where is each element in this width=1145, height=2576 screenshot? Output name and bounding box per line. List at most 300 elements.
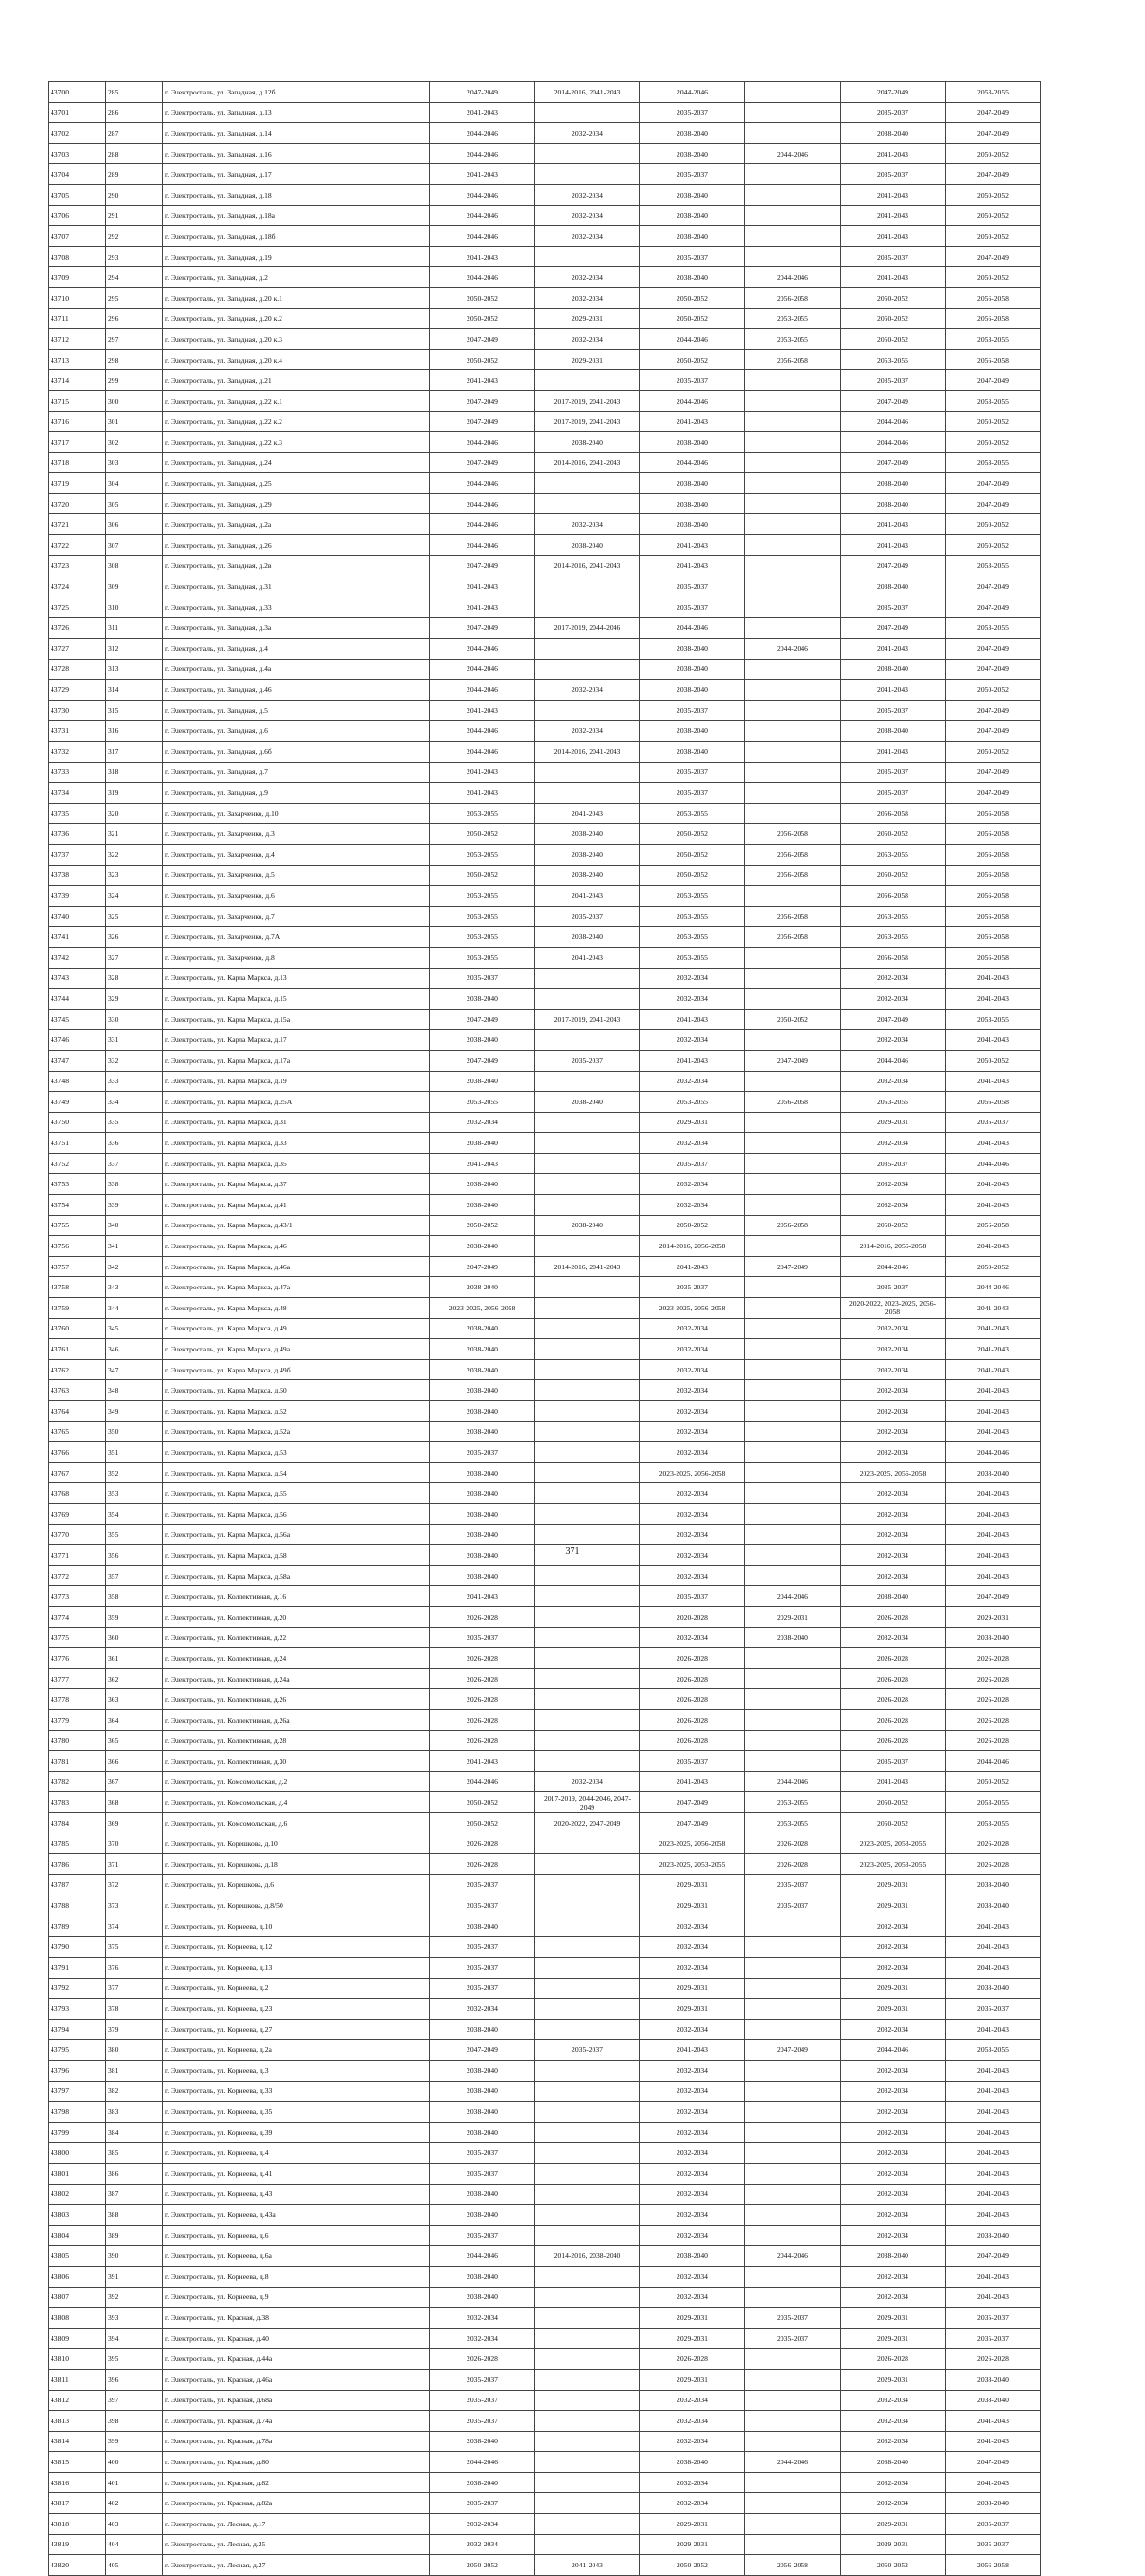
table-cell-period-3: 2044-2046 (640, 618, 745, 639)
table-cell-period-2: 2041-2043 (535, 2555, 640, 2576)
table-cell-address: г. Электросталь, ул. Корнеева, д.35 (163, 2102, 430, 2123)
table-row (49, 1854, 1041, 1875)
table-cell-num: 368 (106, 1792, 163, 1813)
table-cell-period-3: 2035-2037 (640, 700, 745, 721)
table-cell-period-1: 2050-2052 (430, 1215, 535, 1236)
table-row (49, 329, 1041, 350)
table-row (49, 349, 1041, 370)
table-cell-period-1: 2050-2052 (430, 287, 535, 308)
table-cell-period-6: 2050-2052 (946, 226, 1041, 247)
table-cell-period-5: 2047-2049 (841, 555, 946, 576)
table-cell-address: г. Электросталь, ул. Карла Маркса, д.15а (163, 1009, 430, 1030)
table-cell-id: 43726 (49, 618, 106, 639)
table-cell-period-5: 2044-2046 (841, 1050, 946, 1071)
table-cell-period-1: 2026-2028 (430, 1833, 535, 1854)
table-cell-period-4: 2026-2028 (745, 1854, 841, 1875)
table-cell-address: г. Электросталь, ул. Карла Маркса, д.53 (163, 1442, 430, 1463)
table-cell-address: г. Электросталь, ул. Красная, д.38 (163, 2308, 430, 2329)
table-cell-address: г. Электросталь, ул. Корнеева, д.9 (163, 2287, 430, 2308)
table-cell-period-3: 2035-2037 (640, 783, 745, 804)
table-cell-id: 43799 (49, 2122, 106, 2143)
table-cell-id: 43734 (49, 783, 106, 804)
table-cell-id: 43781 (49, 1751, 106, 1772)
table-cell-id: 43763 (49, 1380, 106, 1401)
table-cell-period-1: 2035-2037 (430, 1958, 535, 1979)
table-cell-period-3: 2032-2034 (640, 2266, 745, 2287)
table-cell-period-1: 2044-2046 (430, 659, 535, 680)
table-cell-period-3: 2038-2040 (640, 267, 745, 288)
table-cell-period-2 (535, 2205, 640, 2226)
table-cell-address: г. Электросталь, ул. Коллективная, д.22 (163, 1627, 430, 1648)
table-cell-period-5: 2032-2034 (841, 2431, 946, 2452)
table-cell-address: г. Электросталь, ул. Карла Маркса, д.47а (163, 1277, 430, 1298)
table-cell-period-2 (535, 1298, 640, 1319)
table-cell-period-3: 2023-2025, 2056-2058 (640, 1833, 745, 1854)
table-cell-period-1: 2047-2049 (430, 1256, 535, 1277)
table-row (49, 1958, 1041, 1979)
table-cell-id: 43789 (49, 1916, 106, 1937)
table-row (49, 1771, 1041, 1792)
capital-repair-schedule-table (48, 81, 1041, 2576)
table-cell-id: 43783 (49, 1792, 106, 1813)
table-cell-id: 43769 (49, 1503, 106, 1524)
table-cell-num: 364 (106, 1709, 163, 1730)
table-cell-address: г. Электросталь, ул. Западная, д.22 к.2 (163, 411, 430, 432)
table-cell-period-4 (745, 2493, 841, 2514)
table-cell-num: 399 (106, 2431, 163, 2452)
table-cell-period-3: 2023-2025, 2053-2055 (640, 1854, 745, 1875)
table-cell-address: г. Электросталь, ул. Западная, д.12б (163, 82, 430, 103)
table-cell-period-6: 2050-2052 (946, 411, 1041, 432)
table-row (49, 1277, 1041, 1298)
table-cell-num: 299 (106, 370, 163, 391)
table-row (49, 2040, 1041, 2061)
table-cell-num: 360 (106, 1627, 163, 1648)
table-cell-period-2 (535, 1359, 640, 1380)
table-cell-period-3: 2026-2028 (640, 1668, 745, 1689)
table-cell-period-6: 2041-2043 (946, 1958, 1041, 1979)
table-cell-period-4 (745, 555, 841, 576)
table-cell-period-3: 2032-2034 (640, 1503, 745, 1524)
table-cell-period-1: 2035-2037 (430, 1442, 535, 1463)
table-cell-id: 43746 (49, 1030, 106, 1051)
table-cell-period-2: 2041-2043 (535, 886, 640, 907)
table-cell-period-2 (535, 2102, 640, 2123)
table-cell-period-2 (535, 2308, 640, 2329)
table-cell-period-2 (535, 1606, 640, 1627)
table-row (49, 2163, 1041, 2184)
table-row (49, 2411, 1041, 2432)
table-cell-num: 353 (106, 1483, 163, 1504)
table-cell-period-4: 2044-2046 (745, 1586, 841, 1607)
table-cell-num: 390 (106, 2246, 163, 2267)
table-cell-id: 43819 (49, 2534, 106, 2555)
table-cell-period-4 (745, 2081, 841, 2102)
table-cell-id: 43713 (49, 349, 106, 370)
table-cell-period-1: 2035-2037 (430, 1978, 535, 1999)
table-cell-period-1: 2038-2040 (430, 1565, 535, 1586)
table-cell-id: 43712 (49, 329, 106, 350)
table-cell-period-1: 2044-2046 (430, 473, 535, 494)
table-cell-address: г. Электросталь, ул. Карла Маркса, д.54 (163, 1462, 430, 1483)
table-cell-period-2 (535, 1339, 640, 1360)
table-cell-period-2: 2014-2016, 2041-2043 (535, 452, 640, 473)
table-cell-id: 43770 (49, 1524, 106, 1545)
table-cell-period-5: 2032-2034 (841, 968, 946, 989)
table-cell-period-6: 2041-2043 (946, 1359, 1041, 1380)
table-cell-num: 396 (106, 2369, 163, 2390)
table-cell-period-1: 2041-2043 (430, 783, 535, 804)
table-cell-id: 43705 (49, 184, 106, 205)
table-cell-period-2 (535, 659, 640, 680)
table-cell-period-2: 2038-2040 (535, 824, 640, 845)
table-cell-period-2: 2032-2034 (535, 205, 640, 226)
table-cell-id: 43768 (49, 1483, 106, 1504)
table-cell-period-1: 2038-2040 (430, 2287, 535, 2308)
table-cell-period-5: 2041-2043 (841, 1771, 946, 1792)
table-row (49, 1050, 1041, 1071)
table-cell-id: 43797 (49, 2081, 106, 2102)
table-row (49, 2349, 1041, 2370)
table-cell-period-3: 2026-2028 (640, 1730, 745, 1751)
table-cell-id: 43758 (49, 1277, 106, 1298)
table-cell-address: г. Электросталь, ул. Карла Маркса, д.52 (163, 1401, 430, 1422)
table-cell-address: г. Электросталь, ул. Западная, д.3а (163, 618, 430, 639)
table-cell-period-4 (745, 1689, 841, 1710)
table-cell-address: г. Электросталь, ул. Корешкова, д.8/50 (163, 1895, 430, 1916)
table-cell-period-4: 2047-2049 (745, 2040, 841, 2061)
table-cell-period-2 (535, 2411, 640, 2432)
table-cell-period-1: 2044-2046 (430, 639, 535, 660)
table-cell-period-4 (745, 514, 841, 535)
table-cell-period-3: 2032-2034 (640, 1359, 745, 1380)
table-cell-period-3: 2035-2037 (640, 1751, 745, 1772)
table-cell-id: 43778 (49, 1689, 106, 1710)
table-cell-period-4 (745, 618, 841, 639)
table-row (49, 947, 1041, 968)
table-cell-period-6: 2050-2052 (946, 1256, 1041, 1277)
table-cell-period-1: 2038-2040 (430, 1318, 535, 1339)
table-cell-period-5: 2053-2055 (841, 906, 946, 927)
table-cell-period-6: 2041-2043 (946, 2411, 1041, 2432)
table-cell-period-3: 2035-2037 (640, 370, 745, 391)
table-cell-period-6: 2050-2052 (946, 143, 1041, 164)
table-cell-id: 43709 (49, 267, 106, 288)
table-cell-period-6: 2038-2040 (946, 1462, 1041, 1483)
table-cell-num: 323 (106, 865, 163, 886)
table-cell-id: 43728 (49, 659, 106, 680)
table-cell-period-4 (745, 1071, 841, 1092)
table-cell-period-2 (535, 2349, 640, 2370)
table-cell-period-3: 2020-2028 (640, 1606, 745, 1627)
table-cell-period-2 (535, 597, 640, 618)
table-cell-address: г. Электросталь, ул. Карла Маркса, д.15 (163, 989, 430, 1010)
table-cell-period-6: 2047-2049 (946, 659, 1041, 680)
table-cell-period-5: 2026-2028 (841, 1648, 946, 1669)
table-cell-period-3: 2029-2031 (640, 2328, 745, 2349)
table-cell-id: 43731 (49, 721, 106, 742)
table-cell-id: 43727 (49, 639, 106, 660)
table-cell-period-3: 2038-2040 (640, 680, 745, 701)
table-cell-period-6: 2041-2043 (946, 1503, 1041, 1524)
table-cell-address: г. Электросталь, ул. Корнеева, д.4 (163, 2143, 430, 2164)
table-cell-period-4 (745, 1503, 841, 1524)
table-cell-period-3: 2047-2049 (640, 1792, 745, 1813)
table-cell-address: г. Электросталь, ул. Западная, д.20 к.2 (163, 308, 430, 329)
table-cell-period-2 (535, 1874, 640, 1895)
table-cell-address: г. Электросталь, ул. Корнеева, д.6 (163, 2225, 430, 2246)
table-row (49, 1483, 1041, 1504)
table-cell-id: 43753 (49, 1174, 106, 1195)
table-cell-period-1: 2041-2043 (430, 762, 535, 783)
table-cell-num: 316 (106, 721, 163, 742)
table-row (49, 1359, 1041, 1380)
table-cell-id: 43816 (49, 2472, 106, 2493)
table-cell-period-6: 2056-2058 (946, 308, 1041, 329)
table-cell-period-6: 2041-2043 (946, 1318, 1041, 1339)
table-cell-period-2 (535, 1709, 640, 1730)
table-cell-id: 43774 (49, 1606, 106, 1627)
table-cell-period-1: 2038-2040 (430, 2122, 535, 2143)
table-cell-period-1: 2026-2028 (430, 1606, 535, 1627)
table-cell-num: 294 (106, 267, 163, 288)
table-cell-period-1: 2047-2049 (430, 411, 535, 432)
table-cell-period-3: 2053-2055 (640, 803, 745, 824)
table-cell-id: 43784 (49, 1812, 106, 1833)
table-cell-period-4 (745, 1133, 841, 1154)
table-row (49, 989, 1041, 1010)
table-cell-period-3: 2029-2031 (640, 2308, 745, 2329)
table-cell-period-4 (745, 1999, 841, 2020)
table-cell-address: г. Электросталь, ул. Лесная, д.25 (163, 2534, 430, 2555)
table-cell-period-6: 2047-2049 (946, 164, 1041, 185)
table-cell-period-6: 2053-2055 (946, 452, 1041, 473)
table-cell-address: г. Электросталь, ул. Западная, д.24 (163, 452, 430, 473)
table-cell-period-1: 2044-2046 (430, 2452, 535, 2473)
table-row (49, 1648, 1041, 1669)
table-cell-period-4 (745, 1112, 841, 1133)
table-cell-period-6: 2056-2058 (946, 886, 1041, 907)
table-row (49, 2514, 1041, 2535)
table-cell-period-2 (535, 102, 640, 123)
table-cell-period-3: 2029-2031 (640, 1999, 745, 2020)
table-cell-period-3: 2050-2052 (640, 2555, 745, 2576)
table-cell-period-3: 2044-2046 (640, 329, 745, 350)
table-cell-address: г. Электросталь, ул. Западная, д.4 (163, 639, 430, 660)
table-cell-period-5: 2032-2034 (841, 1483, 946, 1504)
table-cell-address: г. Электросталь, ул. Карла Маркса, д.49а (163, 1339, 430, 1360)
table-cell-id: 43772 (49, 1565, 106, 1586)
table-cell-address: г. Электросталь, ул. Коллективная, д.20 (163, 1606, 430, 1627)
table-cell-period-6: 2047-2049 (946, 783, 1041, 804)
table-cell-id: 43701 (49, 102, 106, 123)
table-cell-period-1: 2032-2034 (430, 2514, 535, 2535)
table-cell-period-4: 2044-2046 (745, 267, 841, 288)
table-cell-address: г. Электросталь, ул. Захарченко, д.3 (163, 824, 430, 845)
table-cell-period-2 (535, 783, 640, 804)
table-cell-num: 315 (106, 700, 163, 721)
table-cell-period-6: 2035-2037 (946, 2514, 1041, 2535)
table-cell-period-6: 2053-2055 (946, 618, 1041, 639)
table-cell-period-3: 2053-2055 (640, 947, 745, 968)
table-cell-id: 43716 (49, 411, 106, 432)
table-cell-address: г. Электросталь, ул. Красная, д.44а (163, 2349, 430, 2370)
table-cell-period-2 (535, 1916, 640, 1937)
table-row (49, 700, 1041, 721)
table-cell-period-1: 2038-2040 (430, 1071, 535, 1092)
table-cell-address: г. Электросталь, ул. Западная, д.18б (163, 226, 430, 247)
table-row (49, 493, 1041, 514)
table-cell-period-1: 2038-2040 (430, 1483, 535, 1504)
table-cell-period-6: 2047-2049 (946, 639, 1041, 660)
table-cell-period-4 (745, 123, 841, 144)
table-cell-address: г. Электросталь, ул. Западная, д.16 (163, 143, 430, 164)
table-cell-address: г. Электросталь, ул. Лесная, д.17 (163, 2514, 430, 2535)
table-cell-period-2: 2017-2019, 2044-2046, 2047-2049 (535, 1792, 640, 1813)
table-cell-period-6: 2026-2028 (946, 2349, 1041, 2370)
table-cell-id: 43765 (49, 1421, 106, 1442)
table-cell-address: г. Электросталь, ул. Захарченко, д.6 (163, 886, 430, 907)
table-row (49, 1792, 1041, 1813)
table-cell-period-6: 2047-2049 (946, 123, 1041, 144)
table-cell-address: г. Электросталь, ул. Красная, д.40 (163, 2328, 430, 2349)
table-cell-num: 369 (106, 1812, 163, 1833)
table-cell-period-6: 2035-2037 (946, 1112, 1041, 1133)
table-cell-period-2 (535, 2266, 640, 2287)
table-cell-period-2 (535, 1030, 640, 1051)
table-cell-period-3: 2053-2055 (640, 927, 745, 948)
table-cell-period-2 (535, 2493, 640, 2514)
table-cell-period-5: 2032-2034 (841, 1916, 946, 1937)
table-cell-period-1: 2035-2037 (430, 2143, 535, 2164)
table-cell-period-2: 2014-2016, 2041-2043 (535, 1256, 640, 1277)
table-cell-period-5: 2032-2034 (841, 2081, 946, 2102)
table-cell-id: 43805 (49, 2246, 106, 2267)
table-cell-id: 43810 (49, 2349, 106, 2370)
table-cell-period-5: 2029-2031 (841, 1978, 946, 1999)
table-row (49, 1730, 1041, 1751)
table-cell-id: 43786 (49, 1854, 106, 1875)
table-row (49, 927, 1041, 948)
table-cell-period-6: 2041-2043 (946, 1401, 1041, 1422)
table-row (49, 2431, 1041, 2452)
table-cell-period-1: 2044-2046 (430, 226, 535, 247)
table-cell-address: г. Электросталь, ул. Западная, д.7 (163, 762, 430, 783)
table-cell-period-3: 2053-2055 (640, 906, 745, 927)
table-cell-period-5: 2038-2040 (841, 493, 946, 514)
table-cell-period-4 (745, 803, 841, 824)
table-cell-period-2 (535, 2472, 640, 2493)
table-cell-id: 43711 (49, 308, 106, 329)
table-cell-period-5: 2026-2028 (841, 1730, 946, 1751)
table-cell-period-3: 2032-2034 (640, 2205, 745, 2226)
table-cell-period-2: 2032-2034 (535, 329, 640, 350)
table-cell-period-3: 2032-2034 (640, 2493, 745, 2514)
table-row (49, 1256, 1041, 1277)
table-cell-period-5: 2035-2037 (841, 700, 946, 721)
table-cell-period-5: 2050-2052 (841, 1812, 946, 1833)
table-row (49, 2328, 1041, 2349)
table-cell-id: 43782 (49, 1771, 106, 1792)
table-cell-period-5: 2032-2034 (841, 1958, 946, 1979)
table-cell-period-2 (535, 762, 640, 783)
table-row (49, 639, 1041, 660)
table-cell-num: 286 (106, 102, 163, 123)
table-cell-period-3: 2032-2034 (640, 1958, 745, 1979)
table-row (49, 2308, 1041, 2329)
table-cell-period-2 (535, 1112, 640, 1133)
table-row (49, 1133, 1041, 1154)
table-cell-num: 305 (106, 493, 163, 514)
table-cell-period-3: 2044-2046 (640, 82, 745, 103)
table-cell-address: г. Электросталь, ул. Западная, д.14 (163, 123, 430, 144)
table-cell-period-3: 2050-2052 (640, 865, 745, 886)
table-cell-id: 43813 (49, 2411, 106, 2432)
table-cell-period-5: 2020-2022, 2023-2025, 2056-2058 (841, 1298, 946, 1319)
table-cell-period-1: 2041-2043 (430, 700, 535, 721)
table-cell-address: г. Электросталь, ул. Захарченко, д.8 (163, 947, 430, 968)
table-cell-address: г. Электросталь, ул. Западная, д.31 (163, 576, 430, 597)
table-cell-id: 43715 (49, 390, 106, 411)
table-cell-period-2: 2035-2037 (535, 2040, 640, 2061)
table-cell-period-1: 2044-2046 (430, 535, 535, 556)
table-row (49, 2287, 1041, 2308)
table-cell-period-3: 2038-2040 (640, 639, 745, 660)
table-row (49, 2493, 1041, 2514)
table-cell-address: г. Электросталь, ул. Западная, д.46 (163, 680, 430, 701)
table-cell-address: г. Электросталь, ул. Западная, д.19 (163, 246, 430, 267)
table-cell-period-5: 2032-2034 (841, 2184, 946, 2205)
table-cell-num: 350 (106, 1421, 163, 1442)
table-cell-period-4 (745, 432, 841, 453)
table-cell-period-5: 2023-2025, 2053-2055 (841, 1854, 946, 1875)
table-cell-period-6: 2041-2043 (946, 1298, 1041, 1319)
table-cell-period-4 (745, 2266, 841, 2287)
table-cell-address: г. Электросталь, ул. Корнеева, д.13 (163, 1958, 430, 1979)
table-cell-period-1: 2026-2028 (430, 1709, 535, 1730)
table-cell-period-3: 2053-2055 (640, 886, 745, 907)
table-cell-period-1: 2050-2052 (430, 865, 535, 886)
table-cell-period-5: 2047-2049 (841, 1009, 946, 1030)
table-row (49, 2369, 1041, 2390)
table-cell-address: г. Электросталь, ул. Карла Маркса, д.41 (163, 1195, 430, 1216)
table-cell-period-3: 2038-2040 (640, 473, 745, 494)
table-row (49, 1174, 1041, 1195)
table-row (49, 1298, 1041, 1319)
table-cell-period-3: 2014-2016, 2056-2058 (640, 1236, 745, 1257)
table-cell-period-1: 2047-2049 (430, 452, 535, 473)
table-cell-period-1: 2038-2040 (430, 1916, 535, 1937)
table-cell-period-2: 2017-2019, 2044-2046 (535, 618, 640, 639)
table-cell-period-4 (745, 164, 841, 185)
table-row (49, 2472, 1041, 2493)
table-cell-period-3: 2026-2028 (640, 1689, 745, 1710)
table-row (49, 2205, 1041, 2226)
table-cell-num: 405 (106, 2555, 163, 2576)
table-cell-period-5: 2032-2034 (841, 2390, 946, 2411)
table-cell-period-5: 2032-2034 (841, 2411, 946, 2432)
table-cell-id: 43773 (49, 1586, 106, 1607)
table-cell-period-2: 2035-2037 (535, 1050, 640, 1071)
table-cell-period-3: 2035-2037 (640, 1153, 745, 1174)
table-cell-period-4: 2029-2031 (745, 1606, 841, 1627)
table-cell-id: 43809 (49, 2328, 106, 2349)
table-cell-period-3: 2038-2040 (640, 143, 745, 164)
table-cell-period-1: 2053-2055 (430, 1092, 535, 1113)
table-cell-period-3: 2038-2040 (640, 742, 745, 763)
table-cell-period-6: 2041-2043 (946, 2472, 1041, 2493)
table-cell-num: 404 (106, 2534, 163, 2555)
